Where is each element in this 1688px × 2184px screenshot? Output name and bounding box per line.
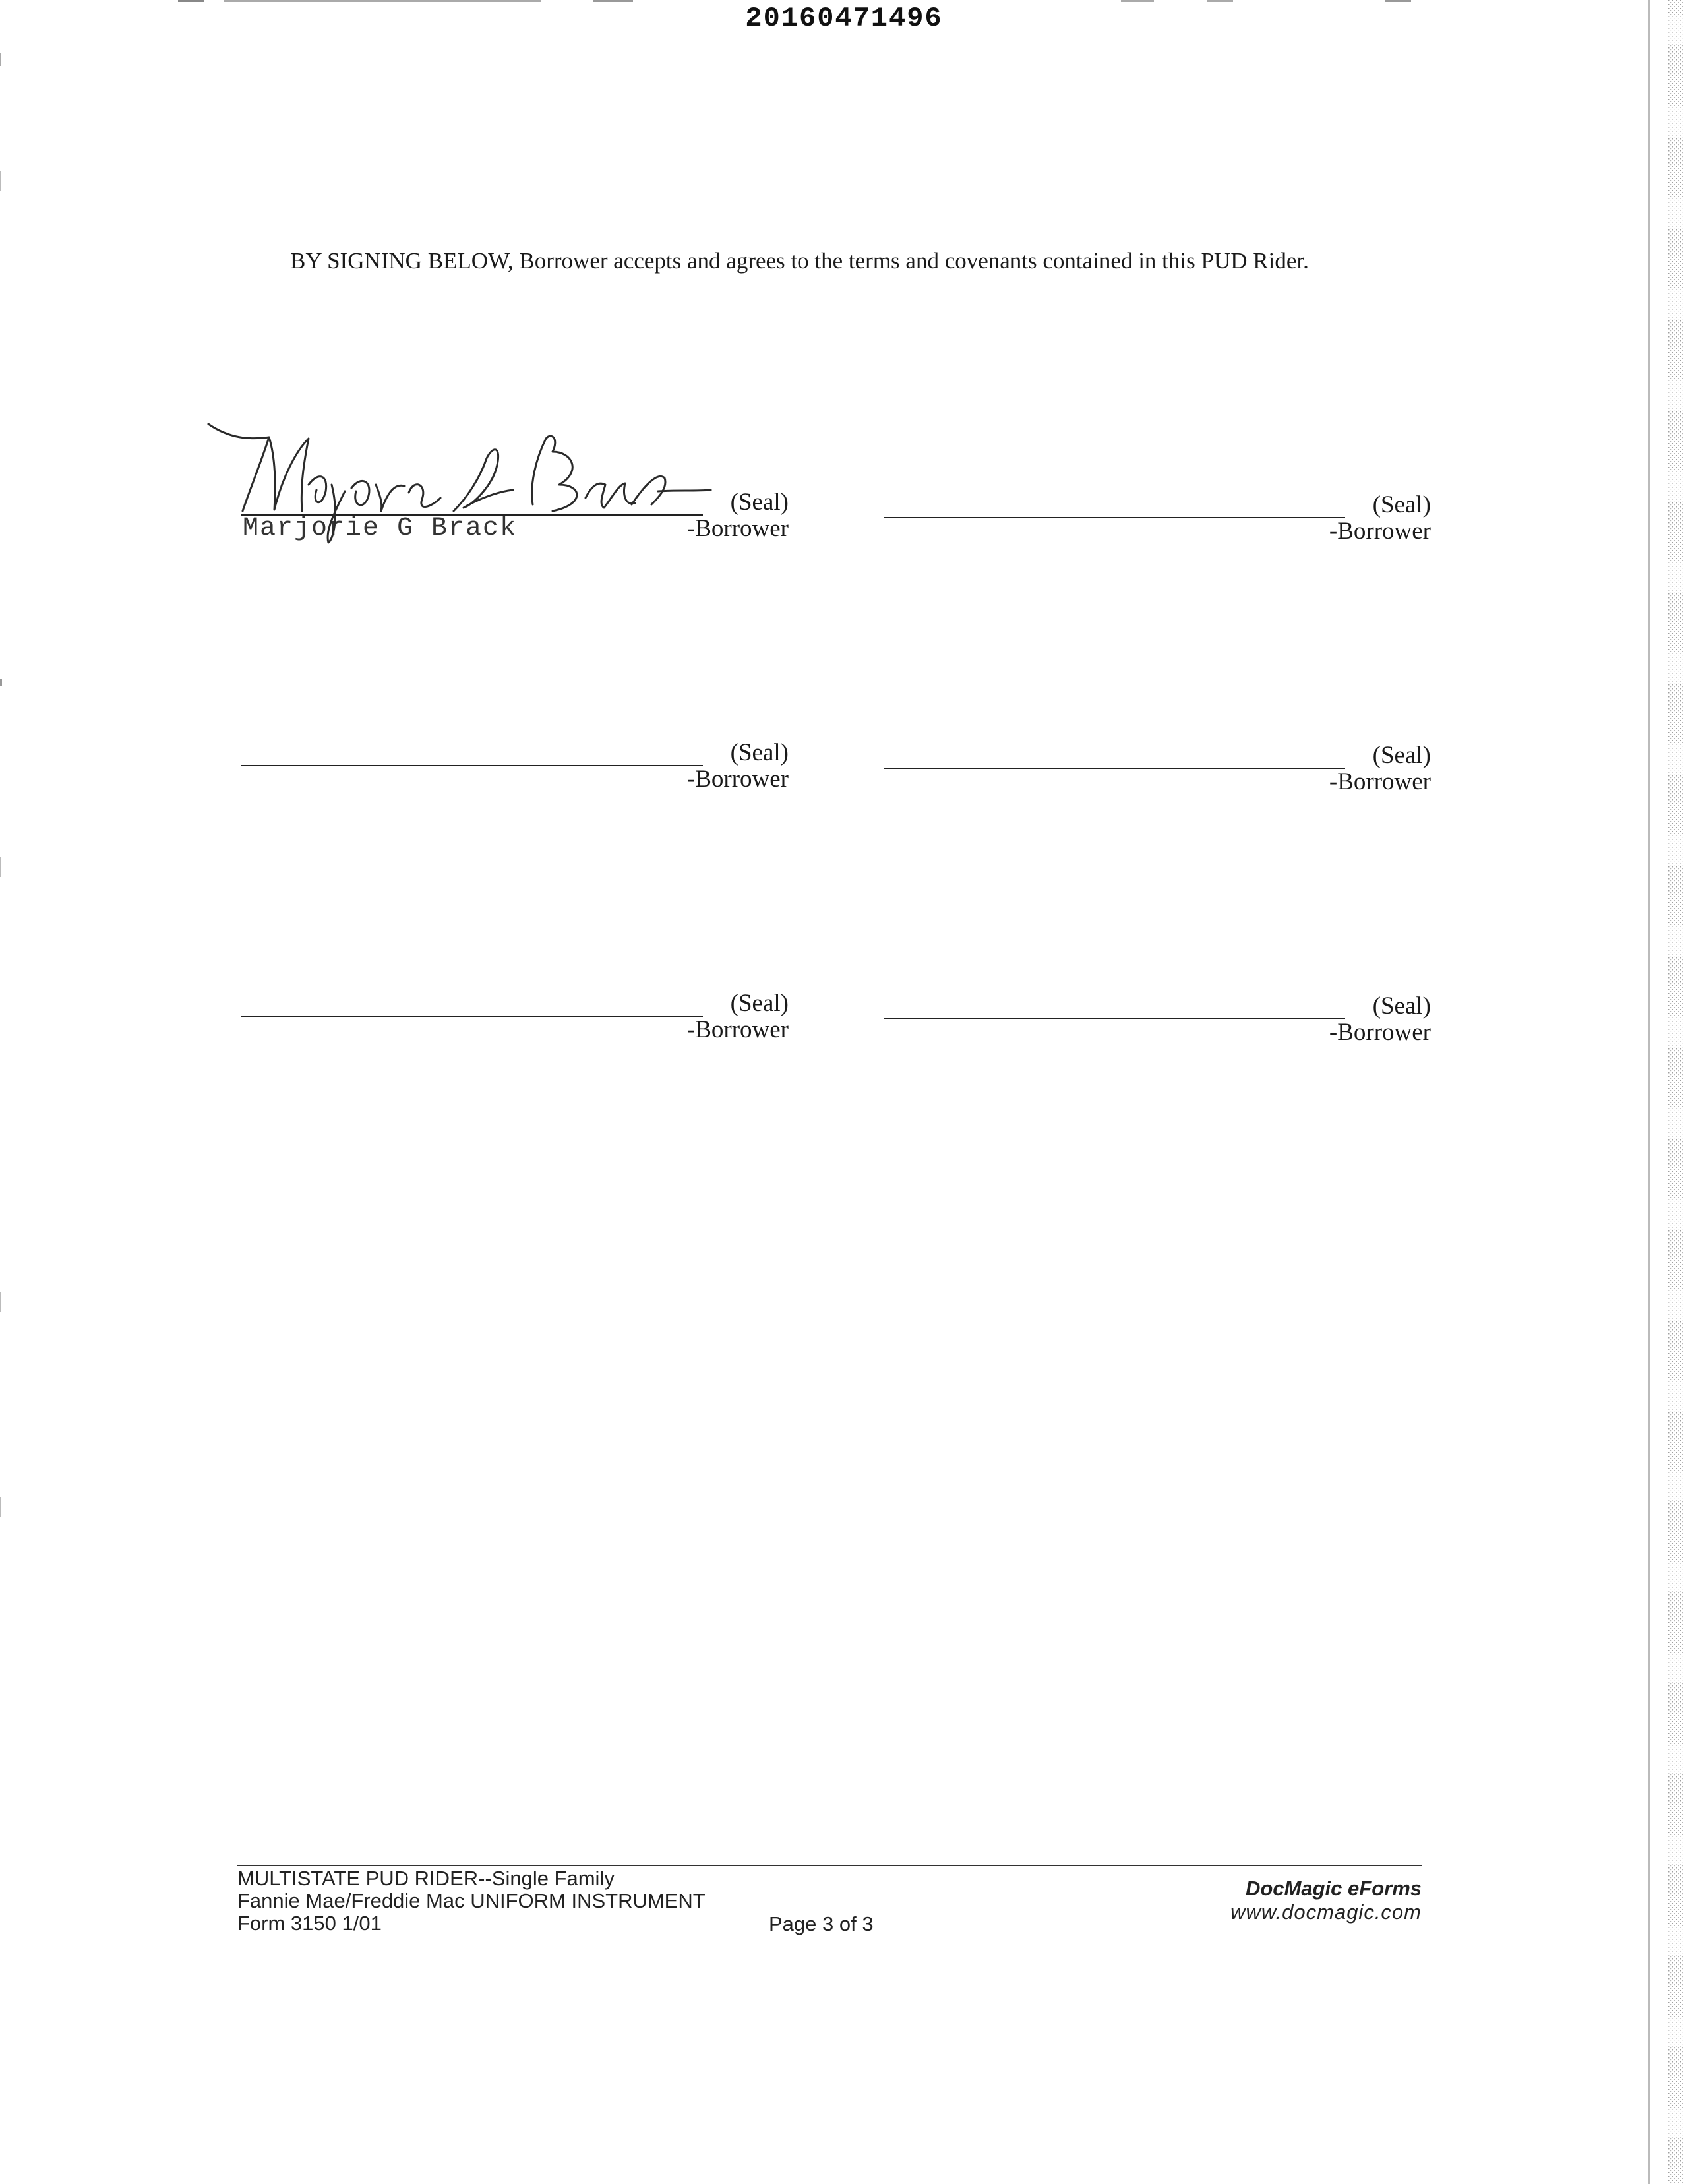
borrower-role: -Borrower	[686, 515, 789, 542]
borrower-role: -Borrower	[1329, 768, 1431, 795]
signature-line	[884, 517, 1345, 518]
borrower-role: -Borrower	[1329, 518, 1431, 545]
seal-label: (Seal)	[730, 489, 789, 516]
intro-statement	[244, 245, 1431, 277]
signature-block-4	[884, 741, 1431, 814]
borrower-role: -Borrower	[686, 1016, 789, 1043]
signature-line	[884, 1018, 1345, 1019]
document-number: 20160471496	[745, 3, 943, 34]
borrower-role: -Borrower	[1329, 1019, 1431, 1046]
footer-form-instrument: Fannie Mae/Freddie Mac UNIFORM INSTRUMENT	[237, 1889, 706, 1912]
docmagic-website: www.docmagic.com	[1230, 1900, 1422, 1924]
scan-right-edge-noise	[1648, 0, 1688, 2184]
page-number: Page 3 of 3	[769, 1912, 874, 1935]
signature-block-5	[241, 989, 789, 1062]
signature-block-3	[241, 739, 789, 811]
footer-rule	[237, 1865, 1422, 1866]
seal-label: (Seal)	[1372, 992, 1431, 1019]
seal-label: (Seal)	[1372, 491, 1431, 518]
seal-label: (Seal)	[1372, 742, 1431, 769]
signature-block-6	[884, 992, 1431, 1064]
docmagic-logo: DocMagic eForms	[1245, 1877, 1422, 1900]
seal-label: (Seal)	[730, 990, 789, 1017]
footer-form-number: Form 3150 1/01	[237, 1912, 382, 1935]
seal-label: (Seal)	[730, 739, 789, 766]
scan-left-edge	[0, 0, 4, 2184]
signature-line	[241, 765, 703, 766]
borrower-name: Marjorie G Brack	[243, 514, 518, 543]
signature-line	[241, 1016, 703, 1017]
signature-line	[884, 768, 1345, 769]
footer-form-info	[237, 1867, 706, 1935]
footer-form-title: MULTISTATE PUD RIDER--Single Family	[237, 1867, 615, 1890]
signature-block-2	[884, 491, 1431, 563]
footer-brand-block	[1230, 1877, 1422, 1924]
intro-text: BY SIGNING BELOW, Borrower accepts and agrees to the terms and covenants contained in this PUD Rider.	[290, 248, 1309, 274]
borrower-role: -Borrower	[686, 766, 789, 793]
handwritten-signature	[203, 412, 717, 544]
